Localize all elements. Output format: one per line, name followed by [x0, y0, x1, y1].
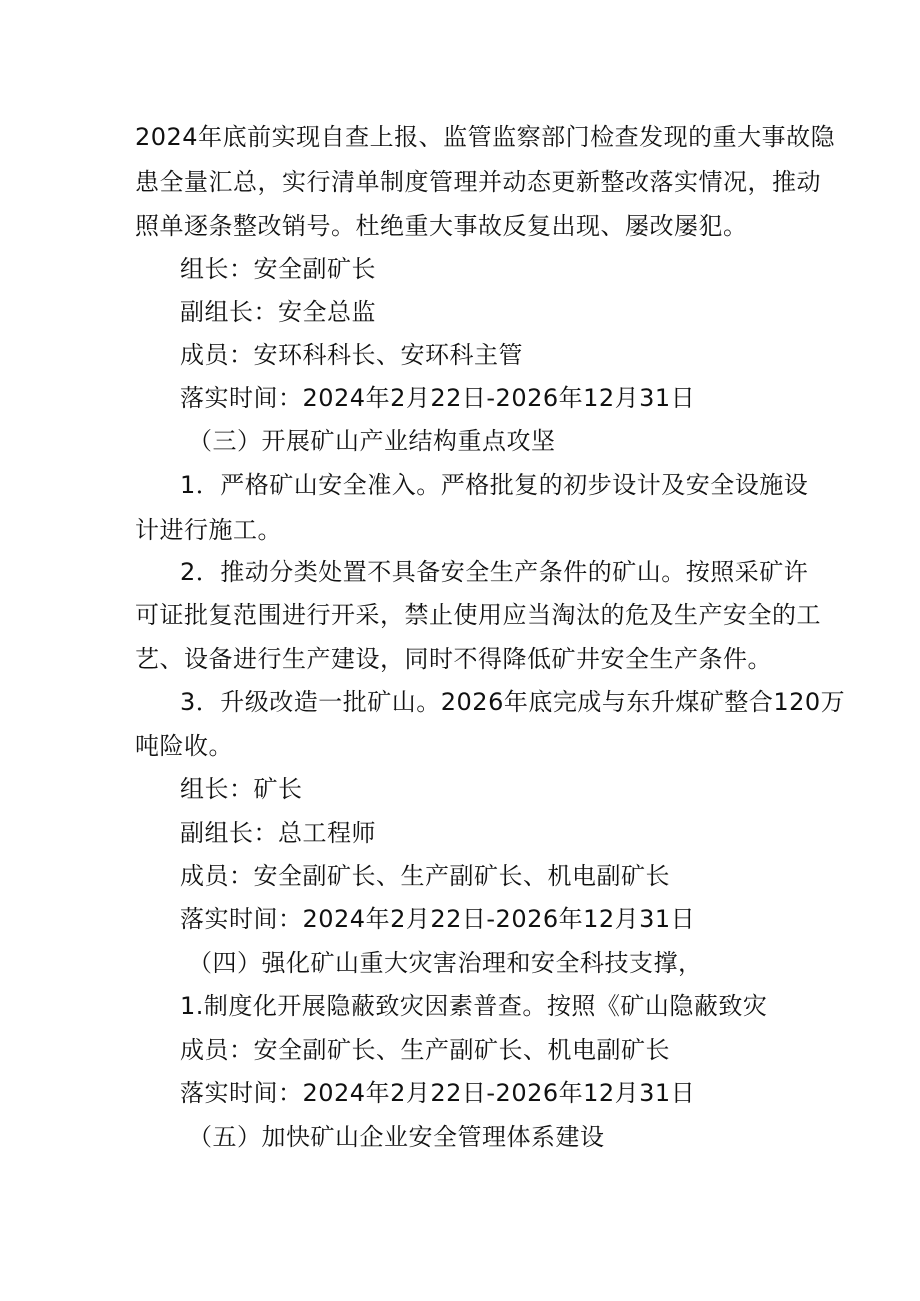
item-2-continuation: 艺、设备进行生产建设，同时不得降低矿井安全生产条件。 [135, 645, 772, 673]
section-heading-5: （五）加快矿山企业安全管理体系建设 [188, 1123, 605, 1151]
item-1-line: 1.制度化开展隐蔽致灾因素普查。按照《矿山隐蔽致灾 [180, 992, 768, 1020]
members-line: 成员：安全副矿长、生产副矿长、机电副矿长 [180, 862, 670, 890]
section-heading-3: （三）开展矿山产业结构重点攻坚 [188, 427, 556, 455]
item-2-line: 2．推动分类处置不具备安全生产条件的矿山。按照采矿许 [180, 558, 809, 586]
paragraph-line: 2024年底前实现自查上报、监管监察部门检查发现的重大事故隐 [135, 123, 836, 151]
paragraph-line: 患全量汇总，实行清单制度管理并动态更新整改落实情况，推动 [135, 168, 821, 196]
section-heading-4: （四）强化矿山重大灾害治理和安全科技支撑， [188, 949, 703, 977]
deputy-leader-line: 副组长：安全总监 [180, 298, 376, 326]
item-1-line: 1．严格矿山安全准入。严格批复的初步设计及安全设施设 [180, 471, 809, 499]
item-3-continuation: 吨险收。 [135, 732, 233, 760]
implementation-time-line: 落实时间：2024年2月22日-2026年12月31日 [180, 905, 696, 933]
members-line: 成员：安环科科长、安环科主管 [180, 341, 523, 369]
implementation-time-line: 落实时间：2024年2月22日-2026年12月31日 [180, 384, 696, 412]
item-1-continuation: 计进行施工。 [135, 516, 282, 544]
paragraph-line: 照单逐条整改销号。杜绝重大事故反复出现、屡改屡犯。 [135, 212, 748, 240]
item-3-line: 3．升级改造一批矿山。2026年底完成与东升煤矿整合120万 [180, 688, 846, 716]
deputy-leader-line: 副组长：总工程师 [180, 819, 376, 847]
item-2-continuation: 可证批复范围进行开采，禁止使用应当淘汰的危及生产安全的工 [135, 601, 821, 629]
group-leader-line: 组长：矿长 [180, 775, 303, 803]
group-leader-line: 组长：安全副矿长 [180, 255, 376, 283]
implementation-time-line: 落实时间：2024年2月22日-2026年12月31日 [180, 1079, 696, 1107]
members-line: 成员：安全副矿长、生产副矿长、机电副矿长 [180, 1036, 670, 1064]
